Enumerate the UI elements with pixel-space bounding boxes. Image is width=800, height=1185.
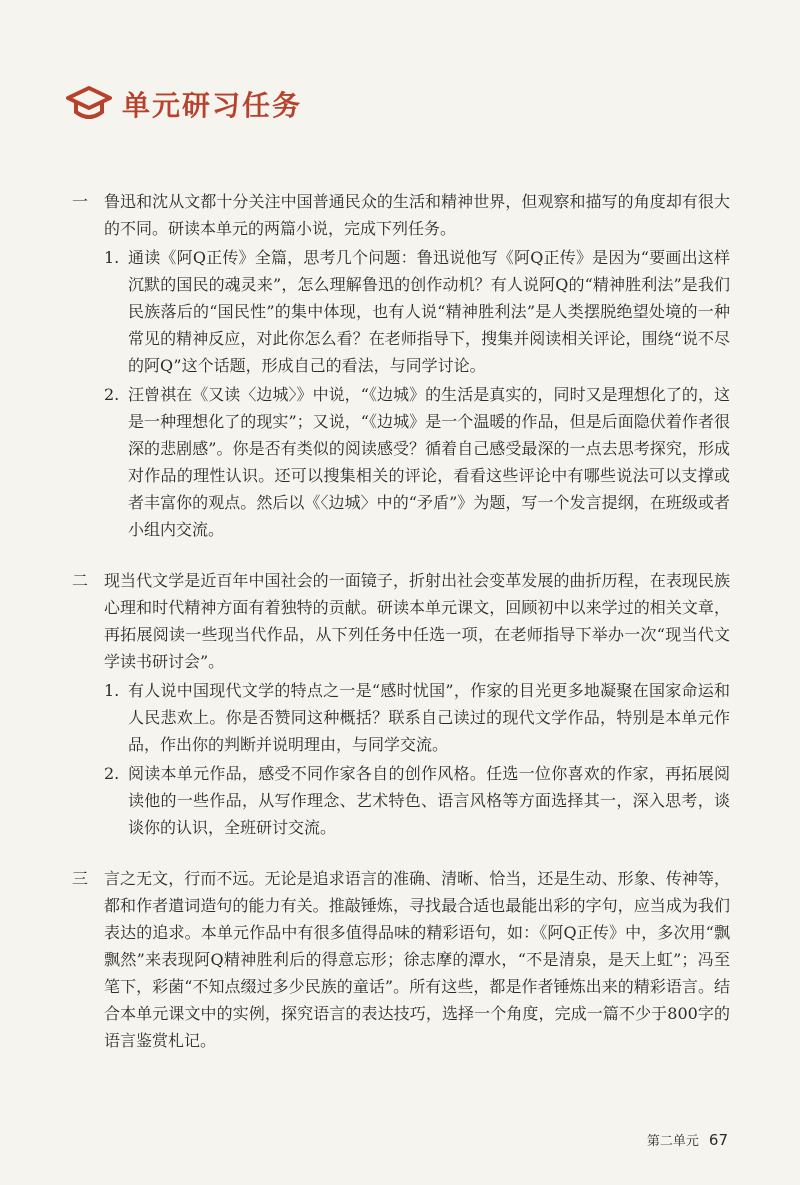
section-header xyxy=(66,84,302,124)
graduation-cap-icon xyxy=(66,84,112,124)
task-intro: 现当代文学是近百年中国社会的一面镜子，折射出社会变革发展的曲折历程，在表现民族心理和时代精神方面有着独特的贡献。研读本单元课文，回顾初中以来学过的相关文章，再拓展阅读一些现当代作品，从下列任务中任选一项，在老师指导下举办一次“现当代文学读书研讨会”。 xyxy=(104,571,730,671)
task-number: 三 xyxy=(72,869,89,888)
task-number: 二 xyxy=(72,571,89,590)
subtask-2-2 xyxy=(0,760,800,841)
subtask-2-1 xyxy=(0,677,800,758)
page-number: 67 xyxy=(708,1131,728,1149)
subtask-text: 通读《阿Q正传》全篇，思考几个问题：鲁迅说他写《阿Q正传》是因为“要画出这样沉默的国民的魂灵来”，怎么理解鲁迅的创作动机？有人说阿Q的“精神胜利法”是我们民族落后的“国民性”的集中体现，也有人说“精神胜利法”是人类摆脱绝望处境的一种常见的精神反应，对此你怎么看？在老师指导下，搜集并阅读相关评论，围绕“说不尽的阿Q”这个话题，形成自己的看法，与同学讨论。 xyxy=(128,248,730,375)
task-number: 一 xyxy=(72,192,89,211)
subtask-1-1 xyxy=(0,244,800,379)
subtask-number: 1. xyxy=(104,681,120,700)
task-1 xyxy=(0,188,800,543)
task-list xyxy=(0,188,800,1078)
subtask-number: 2. xyxy=(104,764,120,783)
subtask-text: 汪曾祺在《又读〈边城〉》中说，“《边城》的生活是真实的，同时又是理想化了的，这是一种理想化了的现实”；又说，“《边城》是一个温暖的作品，但是后面隐伏着作者很深的悲剧感”。你是否有类似的阅读感受？循着自己感受最深的一点去思考探究，形成对作品的理性认识。还可以搜集相关的评论，看看这些评论中有哪些说法可以支撑或者丰富你的观点。然后以《〈边城〉中的“矛盾”》为题，写一个发言提纲，在班级或者小组内交流。 xyxy=(128,385,730,539)
subtask-1-2 xyxy=(0,381,800,543)
page-footer xyxy=(647,1130,728,1149)
subtask-number: 1. xyxy=(104,248,120,267)
task-intro: 鲁迅和沈从文都十分关注中国普通民众的生活和精神世界，但观察和描写的角度却有很大的不同。研读本单元的两篇小说，完成下列任务。 xyxy=(104,192,730,238)
subtask-number: 2. xyxy=(104,385,120,404)
task-intro: 言之无文，行而不远。无论是追求语言的准确、清晰、恰当，还是生动、形象、传神等，都和作者遣词造句的能力有关。推敲锤炼，寻找最合适也最能出彩的字句，应当成为我们表达的追求。本单元作品中有很多值得品味的精彩语句，如：《阿Q正传》中，多次用“飘飘然”来表现阿Q精神胜利后的得意忘形；徐志摩的潭水，“不是清泉，是天上虹”；冯至笔下，彩菌“不知点缀过多少民族的童话”。所有这些，都是作者锤炼出来的精彩语言。结合本单元课文中的实例，探究语言的表达技巧，选择一个角度，完成一篇不少于800字的语言鉴赏札记。 xyxy=(104,869,730,1050)
unit-label: 第二单元 xyxy=(646,1134,699,1149)
subtask-text: 有人说中国现代文学的特点之一是“感时忧国”，作家的目光更多地凝聚在国家命运和人民悲欢上。你是否赞同这种概括？联系自己读过的现代文学作品，特别是本单元作品，作出你的判断并说明理由，与同学交流。 xyxy=(128,681,730,754)
task-2 xyxy=(0,567,800,841)
section-title: 单元研习任务 xyxy=(122,89,303,122)
task-3 xyxy=(0,865,800,1054)
subtask-text: 阅读本单元作品，感受不同作家各自的创作风格。任选一位你喜欢的作家，再拓展阅读他的一些作品，从写作理念、艺术特色、语言风格等方面选择其一，深入思考，谈谈你的认识，全班研讨交流。 xyxy=(128,764,730,837)
